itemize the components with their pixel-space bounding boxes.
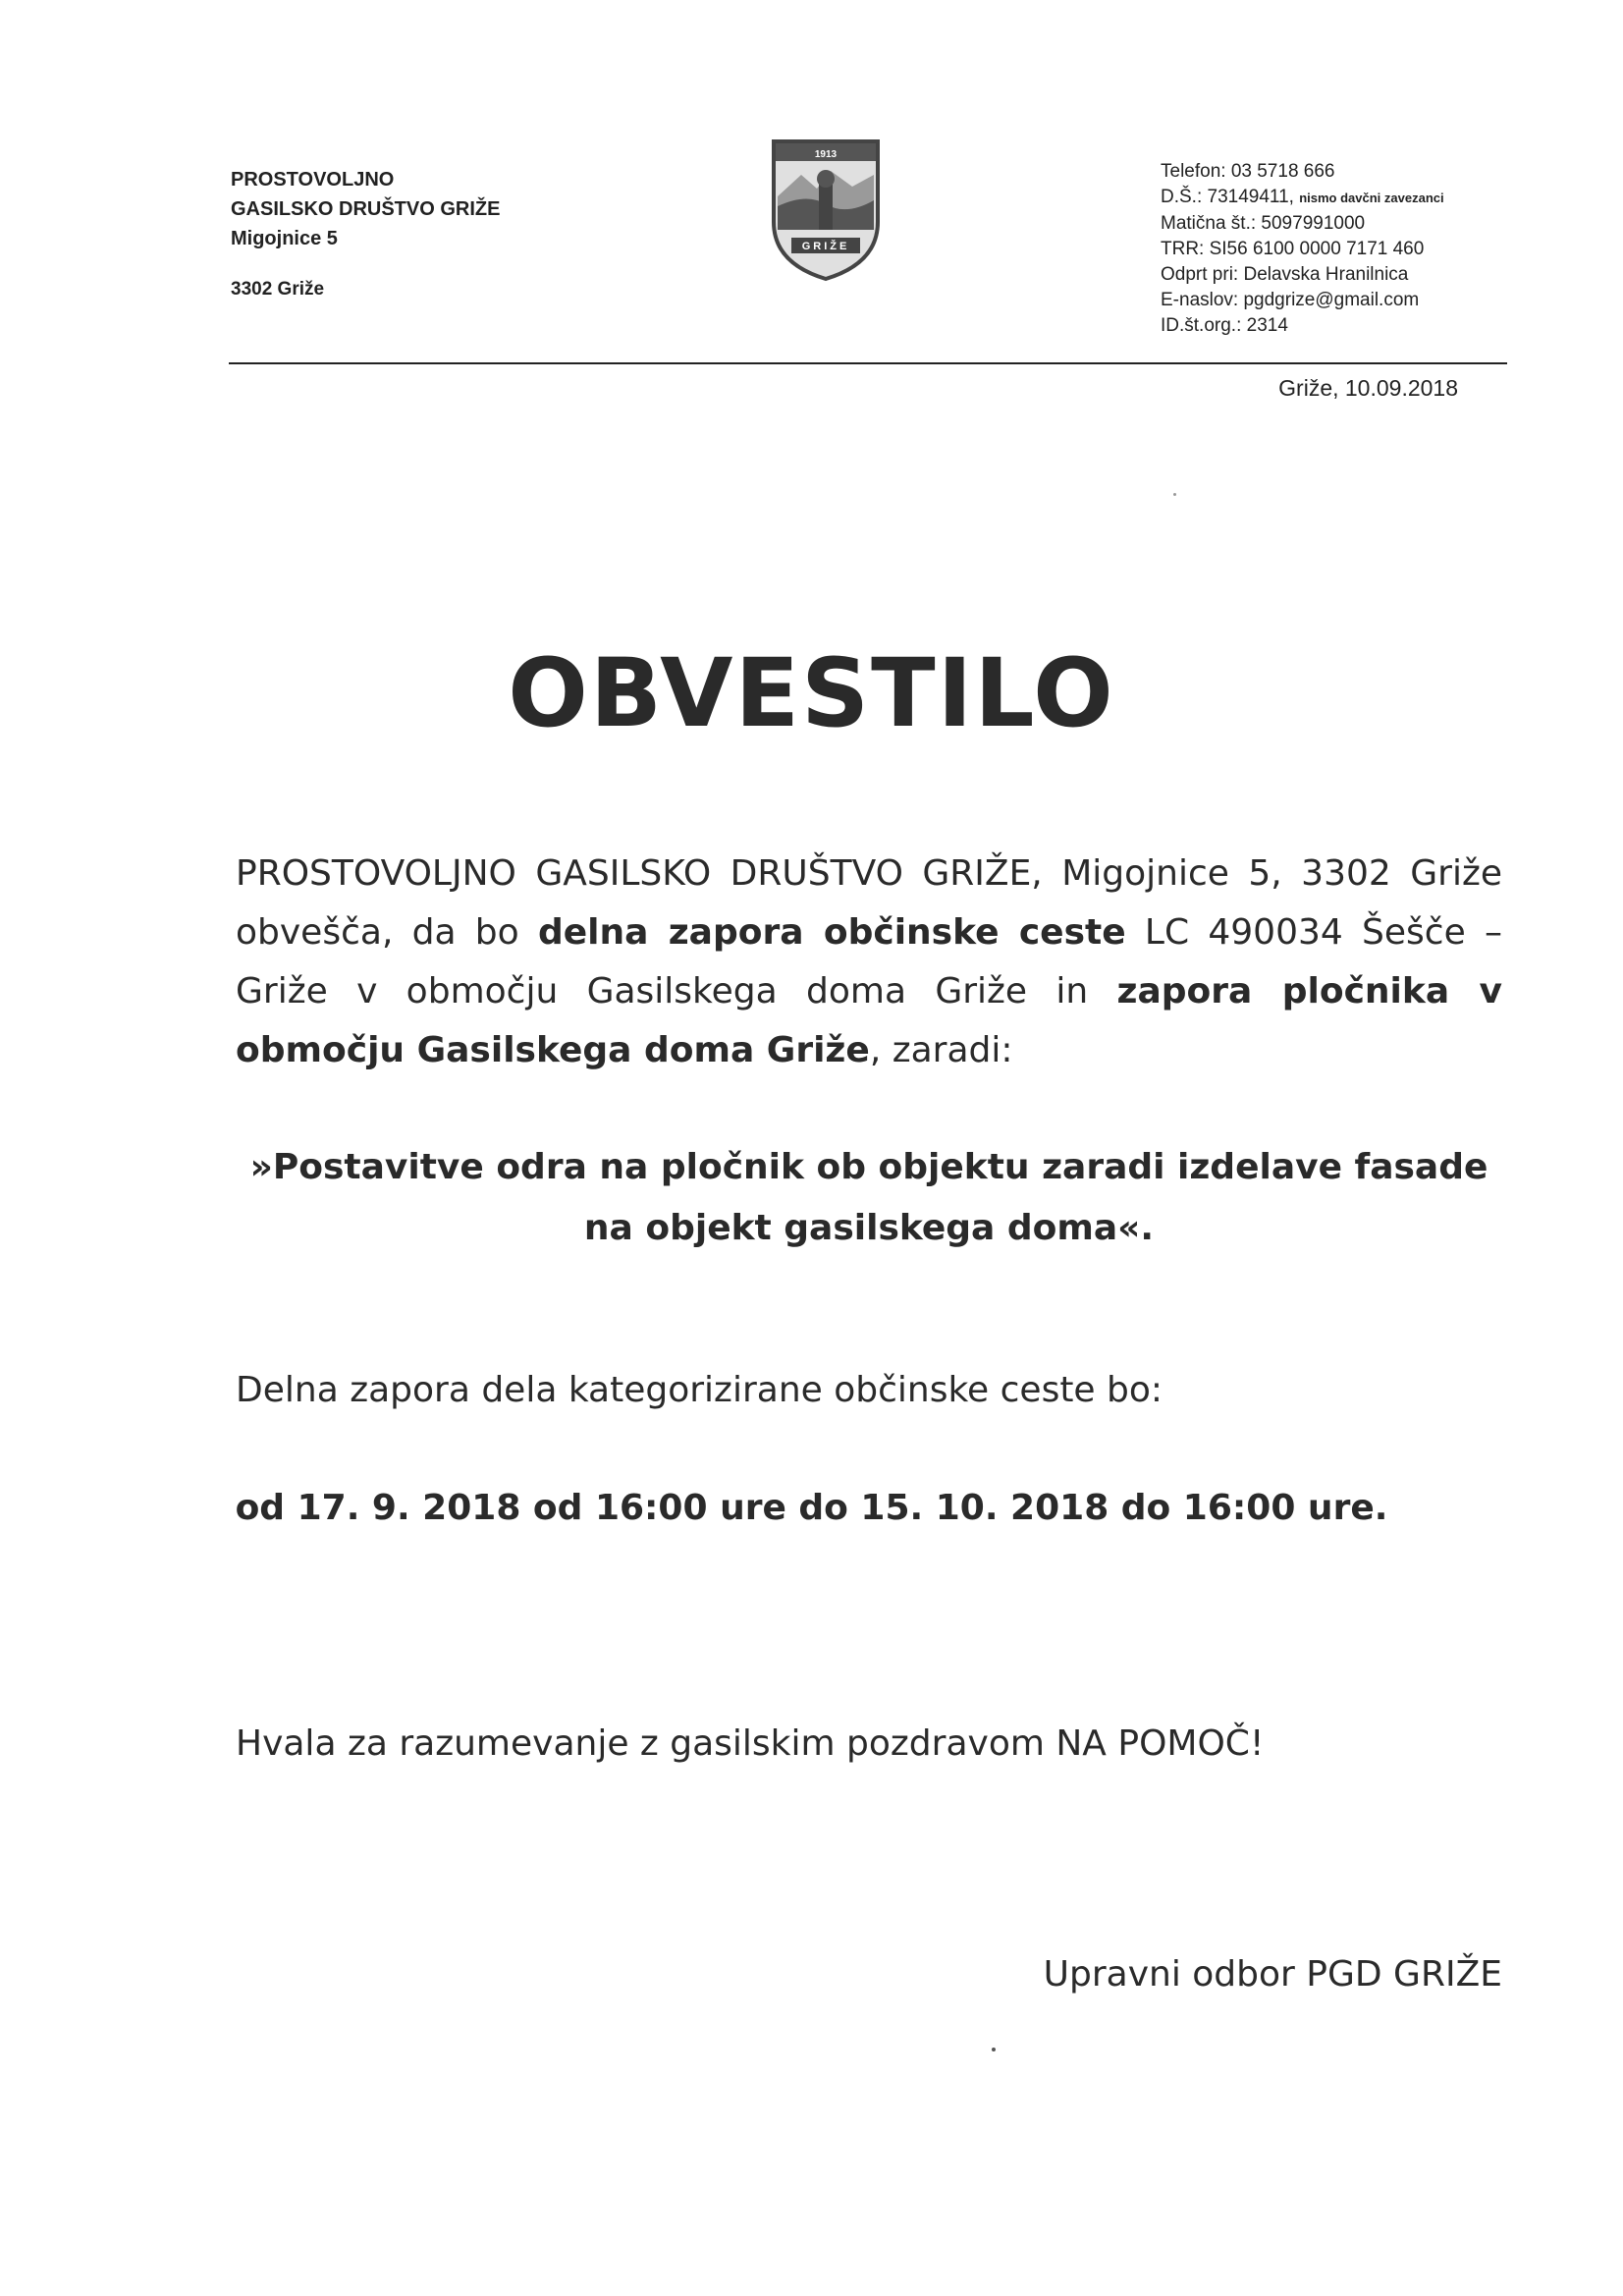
notice-text-3: , zaradi: <box>869 1030 1013 1070</box>
org-name-line-1: PROSTOVOLJNO <box>231 169 395 191</box>
contact-phone: Telefon: 03 5718 666 <box>1161 161 1335 182</box>
org-city: 3302 Griže <box>231 279 325 300</box>
notice-text-road-closure: delna zapora občinske ceste <box>537 912 1126 953</box>
crest-logo <box>768 136 884 283</box>
document-date: Griže, 10.09.2018 <box>1278 375 1458 401</box>
contact-bank-name: Odprt pri: Delavska Hranilnica <box>1161 264 1409 285</box>
crest-year: 1913 <box>814 149 838 160</box>
contact-bank-account: TRR: SI56 6100 0000 7171 460 <box>1161 239 1425 259</box>
org-name-line-2: GASILSKO DRUŠTVO GRIŽE <box>231 198 501 220</box>
notice-paragraph <box>236 845 1502 1080</box>
closure-reason-line-1: »Postavitve odra na pločnik ob objektu zaradi izdelave fasade <box>249 1147 1488 1187</box>
notice-text-2: LC 490034 Šešče – Griže v območju Gasilskega doma Griže in <box>236 912 1502 1011</box>
notice-text-1: PROSTOVOLJNO GASILSKO DRUŠTVO GRIŽE, Migojnice 5, 3302 Griže obvešča, da bo <box>236 853 1502 953</box>
scan-speck <box>1173 493 1176 496</box>
closure-intro: Delna zapora dela kategorizirane občinske ceste bo: <box>236 1370 1163 1410</box>
contact-details <box>1161 159 1444 339</box>
crest-label: GRIŽE <box>801 241 850 252</box>
contact-org-id: ID.št.org.: 2314 <box>1161 315 1288 336</box>
tax-id-note: nismo davčni zavezanci <box>1299 191 1444 205</box>
scan-speck <box>992 2048 996 2051</box>
contact-tax-id <box>1161 185 1444 211</box>
closure-reason <box>231 1137 1507 1259</box>
thanks-line: Hvala za razumevanje z gasilskim pozdravom NA POMOČ! <box>236 1723 1265 1764</box>
contact-registration-number: Matična št.: 5097991000 <box>1161 213 1366 234</box>
closure-dates: od 17. 9. 2018 od 16:00 ure do 15. 10. 2018 do 16:00 ure. <box>235 1488 1388 1528</box>
header-divider <box>229 362 1507 364</box>
org-street: Migojnice 5 <box>231 228 338 249</box>
org-address <box>231 165 500 304</box>
document-title: OBVESTILO <box>508 638 1115 748</box>
notice-text-sidewalk-closure: zapora pločnika v območju Gasilskega doma Griže <box>236 971 1502 1070</box>
tax-id-value: D.Š.: 73149411, <box>1161 187 1294 207</box>
signature-line: Upravni odbor PGD GRIŽE <box>1043 1954 1502 1995</box>
contact-email: E-naslov: pgdgrize@gmail.com <box>1161 290 1420 310</box>
closure-reason-line-2: na objekt gasilskega doma«. <box>583 1208 1155 1248</box>
